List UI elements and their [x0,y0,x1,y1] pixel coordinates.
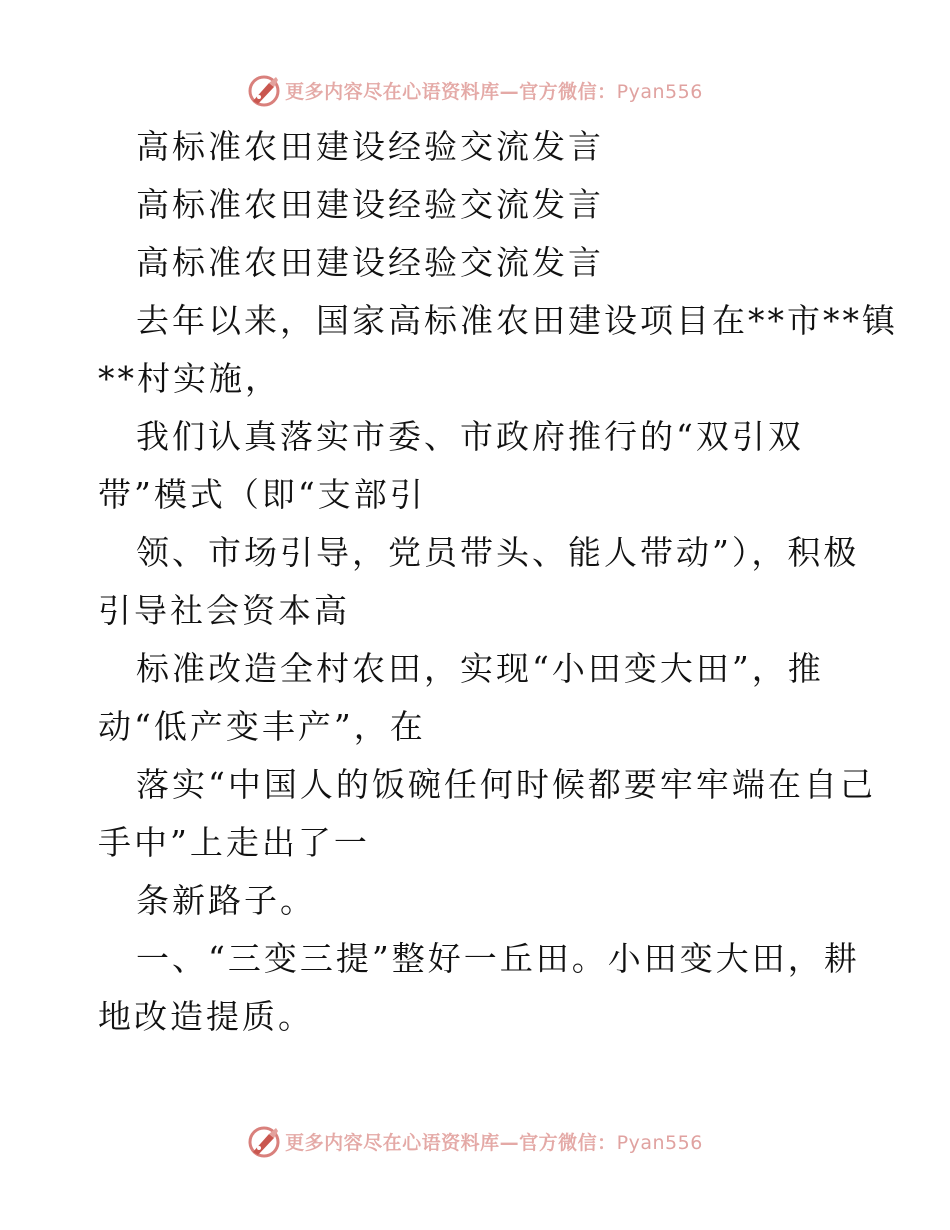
watermark-header [0,70,950,110]
pen-logo-icon [247,1124,281,1158]
watermark-text: 更多内容尽在心语资料库—官方微信：Pyan556 [285,1131,703,1154]
paragraph-line: 条新路子。 [136,881,316,920]
paragraph-line: 落实“中国人的饭碗任何时候都要牢牢端在自己 [136,765,876,804]
paragraph-line: 带”模式（即“支部引 [98,475,426,514]
doc-title-line-1: 高标准农田建设经验交流发言 [136,127,604,166]
watermark-footer [0,1121,950,1161]
paragraph-line: 引导社会资本高 [98,591,350,630]
paragraph-line: 领、市场引导，党员带头、能人带动”），积极 [136,533,860,572]
pen-logo-icon [247,73,281,107]
paragraph-line: 标准改造全村农田，实现“小田变大田”，推 [136,649,824,688]
paragraph-line: 我们认真落实市委、市政府推行的“双引双 [136,417,804,456]
document-body [98,118,898,1046]
doc-title-line-3: 高标准农田建设经验交流发言 [136,243,604,282]
section-heading-line: 一、“三变三提”整好一丘田。小田变大田，耕 [136,939,860,978]
paragraph-line: 手中”上走出了一 [98,823,370,862]
paragraph-line: 去年以来，国家高标准农田建设项目在**市**镇 [136,301,898,340]
paragraph-line: 动“低产变丰产”，在 [98,707,426,746]
doc-title-line-2: 高标准农田建设经验交流发言 [136,185,604,224]
paragraph-line: **村实施， [98,359,281,398]
paragraph-line: 地改造提质。 [98,997,314,1036]
watermark-text: 更多内容尽在心语资料库—官方微信：Pyan556 [285,80,703,103]
